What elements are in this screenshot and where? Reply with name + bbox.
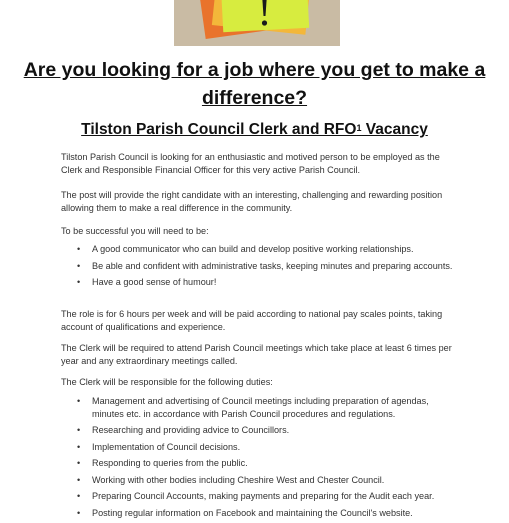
vacancy-title-text: Tilston Parish Council Clerk and RFO bbox=[81, 121, 357, 138]
list-item: • Posting regular information on Facebook and maintaining the Council's website. bbox=[61, 507, 461, 520]
list-item: • Researching and providing advice to Councillors. bbox=[61, 424, 461, 437]
list-item: • Implementation of Council decisions. bbox=[61, 441, 461, 454]
duties-lead-text: The Clerk will be responsible for the following duties: bbox=[61, 377, 273, 387]
successful-lead-text: To be successful you will need to be: bbox=[61, 226, 209, 236]
vacancy-title bbox=[20, 119, 489, 141]
intro-text: Tilston Parish Council is looking for an enthusiastic and motived person to be employed as the Clerk and Responsible Financial Officer for this very active Parish Council. bbox=[61, 152, 440, 175]
hero-image bbox=[174, 0, 340, 46]
post-paragraph bbox=[61, 189, 461, 214]
vacancy-title-suffix: Vacancy bbox=[361, 121, 428, 138]
duties-list bbox=[61, 395, 461, 523]
role-paragraph bbox=[61, 308, 461, 333]
list-item: • Responding to queries from the public. bbox=[61, 457, 461, 470]
duties-lead bbox=[61, 376, 461, 389]
list-item: • Working with other bodies including Cheshire West and Chester Council. bbox=[61, 474, 461, 487]
role-text: The role is for 6 hours per week and will be paid according to national pay scales points, taking account of qualifications and experience. bbox=[61, 309, 443, 332]
post-text: The post will provide the right candidate with an interesting, challenging and rewarding position allowing them to make a real difference in the community. bbox=[61, 190, 443, 213]
qualities-list bbox=[61, 243, 461, 293]
exclamation-icon bbox=[252, 0, 276, 30]
page-heading: Are you looking for a job where you get to make a difference? bbox=[23, 59, 486, 109]
list-item: • Have a good sense of humour! bbox=[61, 276, 461, 289]
footnote-marker: 1 bbox=[356, 123, 362, 133]
successful-lead bbox=[61, 225, 461, 238]
list-item: • Be able and confident with administrative tasks, keeping minutes and preparing accounts. bbox=[61, 260, 461, 273]
list-item: • Management and advertising of Council meetings including preparation of agendas, minutes etc. in accordance with Parish Council procedures and regulations. bbox=[61, 395, 461, 420]
list-item: • Preparing Council Accounts, making payments and preparing for the Audit each year. bbox=[61, 490, 461, 503]
meetings-paragraph bbox=[61, 342, 461, 367]
list-item: • A good communicator who can build and develop positive working relationships. bbox=[61, 243, 461, 256]
intro-paragraph bbox=[61, 151, 461, 176]
meetings-text: The Clerk will be required to attend Parish Council meetings which take place at least 6 times per year and any extraordinary meetings called. bbox=[61, 343, 452, 366]
